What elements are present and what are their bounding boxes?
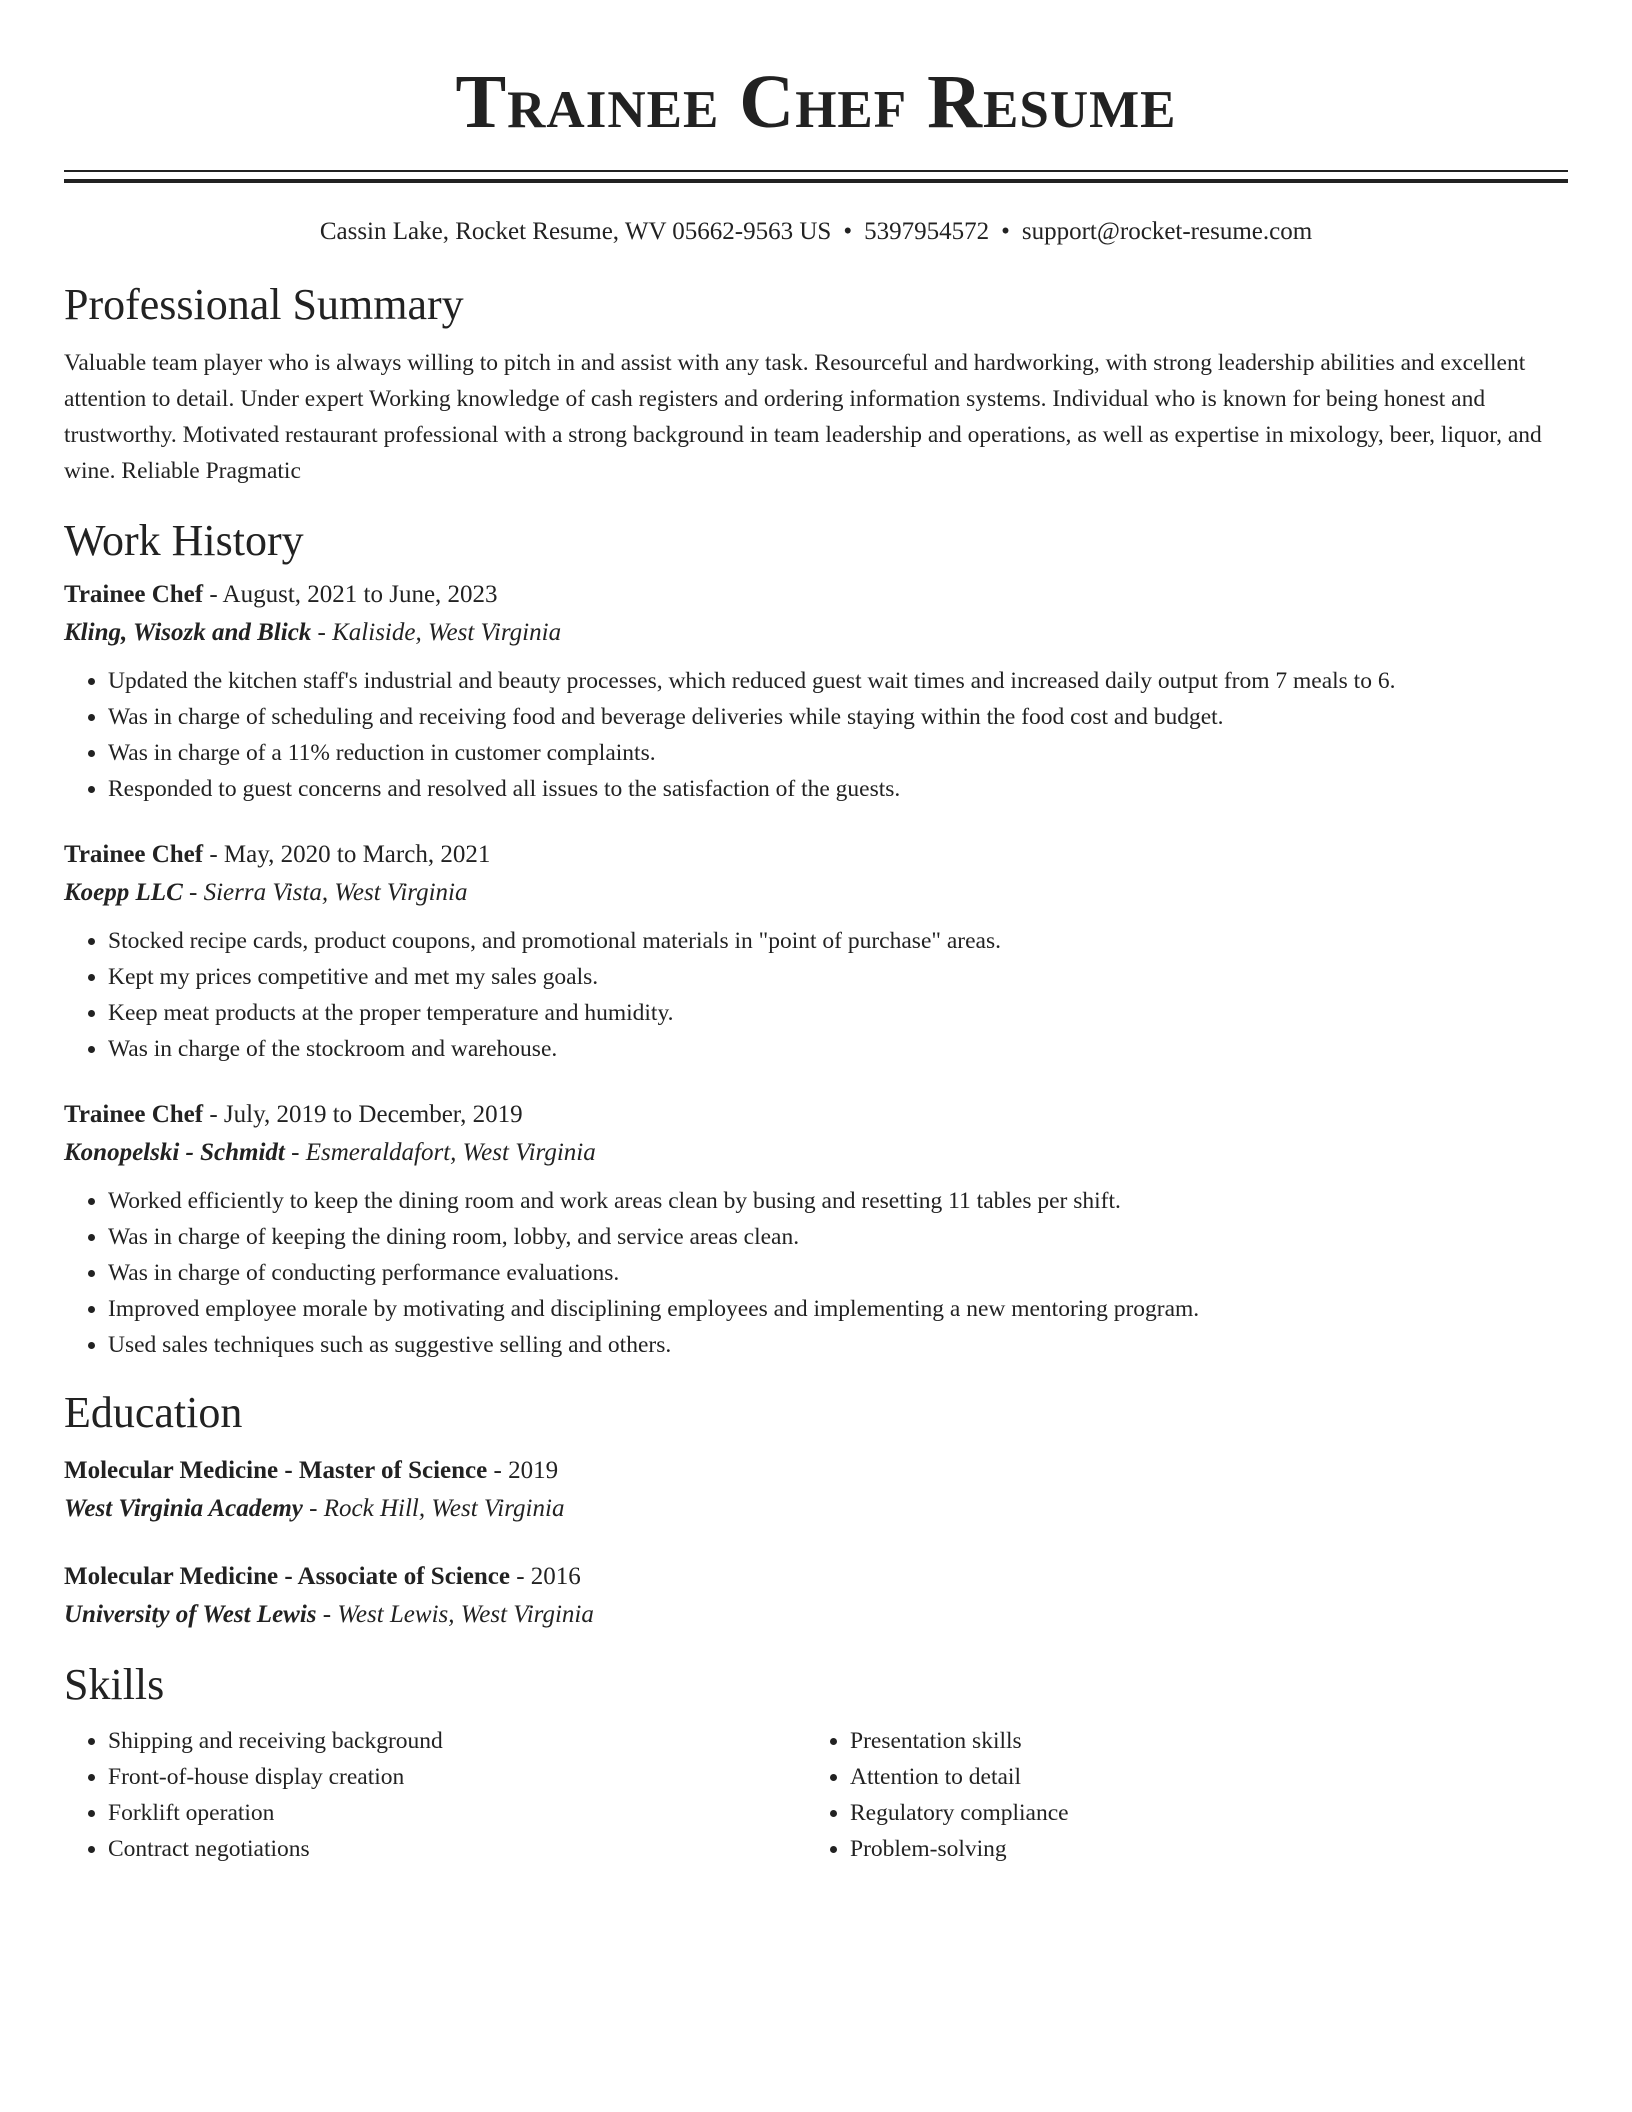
education-entry <box>64 1559 1568 1635</box>
list-item: • Was in charge of conducting performance evaluations. <box>108 1255 1568 1291</box>
summary-text: Valuable team player who is always willing to pitch in and assist with any task. Resourceful and hardworking, with strong leadership abilities and excellent attention to detail. Under expert Working knowledge of cash registers and ordering information systems. Individual who is known for being honest and trustworthy. Motivated restaurant professional with a strong background in team leadership and operations, as well as expertise in mixology, beer, liquor, and wine. Reliable Pragmatic <box>64 350 1542 484</box>
list-item: • Updated the kitchen staff's industrial and beauty processes, which reduced guest wait times and increased daily output from 7 meals to 6. <box>108 663 1568 699</box>
education-location: - West Lewis, West Virginia <box>316 1601 594 1628</box>
contact-email: support@rocket-resume.com <box>1021 218 1313 245</box>
skills-section <box>64 1659 1568 1867</box>
list-item: • Improved employee morale by motivating and disciplining employees and implementing a new mentoring program. <box>108 1291 1568 1327</box>
section-heading-skills: Skills <box>64 1660 165 1709</box>
education-degree-line <box>64 1559 1568 1595</box>
job-title: Trainee Chef <box>64 841 204 868</box>
skill-item: • Front-of-house display creation <box>108 1759 806 1795</box>
job-title: Trainee Chef <box>64 581 204 608</box>
job-dates: - July, 2019 to December, 2019 <box>203 1101 523 1128</box>
list-item: • Kept my prices competitive and met my sales goals. <box>108 959 1568 995</box>
contact-separator: • <box>843 218 853 245</box>
summary-section <box>64 279 1568 489</box>
job-location: - Kaliside, West Virginia <box>311 619 562 646</box>
list-item: • Used sales techniques such as suggestive selling and others. <box>108 1327 1568 1363</box>
job-company-line <box>64 613 1568 653</box>
education-entry <box>64 1453 1568 1529</box>
job-title: Trainee Chef <box>64 1101 204 1128</box>
skill-item: • Attention to detail <box>850 1759 1548 1795</box>
education-section <box>64 1387 1568 1635</box>
list-item: • Was in charge of keeping the dining room, lobby, and service areas clean. <box>108 1219 1568 1255</box>
section-heading-work-history: Work History <box>64 516 304 565</box>
job-bullets <box>64 663 1568 807</box>
education-degree: Molecular Medicine - Associate of Science <box>64 1563 510 1590</box>
job-company: Kling, Wisozk and Blick <box>64 619 312 646</box>
education-year: - 2016 <box>509 1563 581 1590</box>
job-location: - Esmeraldafort, West Virginia <box>284 1139 596 1166</box>
contact-separator: • <box>1001 218 1010 245</box>
job-dates: - August, 2021 to June, 2023 <box>203 581 498 608</box>
job-entry <box>64 837 1568 1067</box>
education-location: - Rock Hill, West Virginia <box>302 1495 565 1522</box>
job-bullets <box>64 1183 1568 1363</box>
contact-line <box>64 217 1568 247</box>
education-school: West Virginia Academy <box>64 1495 303 1522</box>
education-school: University of West Lewis <box>64 1601 317 1628</box>
skill-item: • Regulatory compliance <box>850 1795 1548 1831</box>
list-item: • Stocked recipe cards, product coupons, and promotional materials in "point of purchase" areas. <box>108 923 1568 959</box>
section-heading-summary: Professional Summary <box>64 280 464 329</box>
contact-phone: 5397954572 <box>864 218 990 245</box>
job-title-line <box>64 837 1568 873</box>
education-degree-line <box>64 1453 1568 1489</box>
job-dates: - May, 2020 to March, 2021 <box>203 841 491 868</box>
contact-address: Cassin Lake, Rocket Resume, WV 05662-9563 US <box>319 218 832 245</box>
job-bullets <box>64 923 1568 1067</box>
skill-item: • Problem-solving <box>850 1831 1548 1867</box>
job-entry <box>64 1097 1568 1363</box>
education-degree: Molecular Medicine - Master of Science <box>64 1457 488 1484</box>
list-item: • Was in charge of the stockroom and warehouse. <box>108 1031 1568 1067</box>
education-school-line <box>64 1489 1568 1529</box>
job-company-line <box>64 1133 1568 1173</box>
skills-columns <box>64 1723 1568 1867</box>
list-item: • Was in charge of scheduling and receiving food and beverage deliveries while staying within the food cost and budget. <box>108 699 1568 735</box>
list-item: • Responded to guest concerns and resolved all issues to the satisfaction of the guests. <box>108 771 1568 807</box>
skills-list-left <box>64 1723 806 1867</box>
list-item: • Worked efficiently to keep the dining room and work areas clean by busing and resetting 11 tables per shift. <box>108 1183 1568 1219</box>
job-title-line <box>64 577 1568 613</box>
job-entry <box>64 577 1568 807</box>
job-company-line <box>64 873 1568 913</box>
title-divider-thick <box>64 179 1568 183</box>
education-school-line <box>64 1595 1568 1635</box>
skill-item: • Presentation skills <box>850 1723 1548 1759</box>
skill-item: • Contract negotiations <box>108 1831 806 1867</box>
list-item: • Keep meat products at the proper temperature and humidity. <box>108 995 1568 1031</box>
skill-item: • Shipping and receiving background <box>108 1723 806 1759</box>
job-company: Konopelski - Schmidt <box>64 1139 285 1166</box>
job-company: Koepp LLC <box>64 879 183 906</box>
resume-title: Trainee Chef Resume <box>455 60 1177 144</box>
education-year: - 2019 <box>487 1457 559 1484</box>
skill-item: • Forklift operation <box>108 1795 806 1831</box>
job-location: - Sierra Vista, West Virginia <box>182 879 468 906</box>
list-item: • Was in charge of a 11% reduction in customer complaints. <box>108 735 1568 771</box>
section-heading-education: Education <box>64 1388 243 1437</box>
job-title-line <box>64 1097 1568 1133</box>
skills-list-right <box>806 1723 1548 1867</box>
work-history-section <box>64 515 1568 1363</box>
title-divider-thin <box>64 170 1568 172</box>
